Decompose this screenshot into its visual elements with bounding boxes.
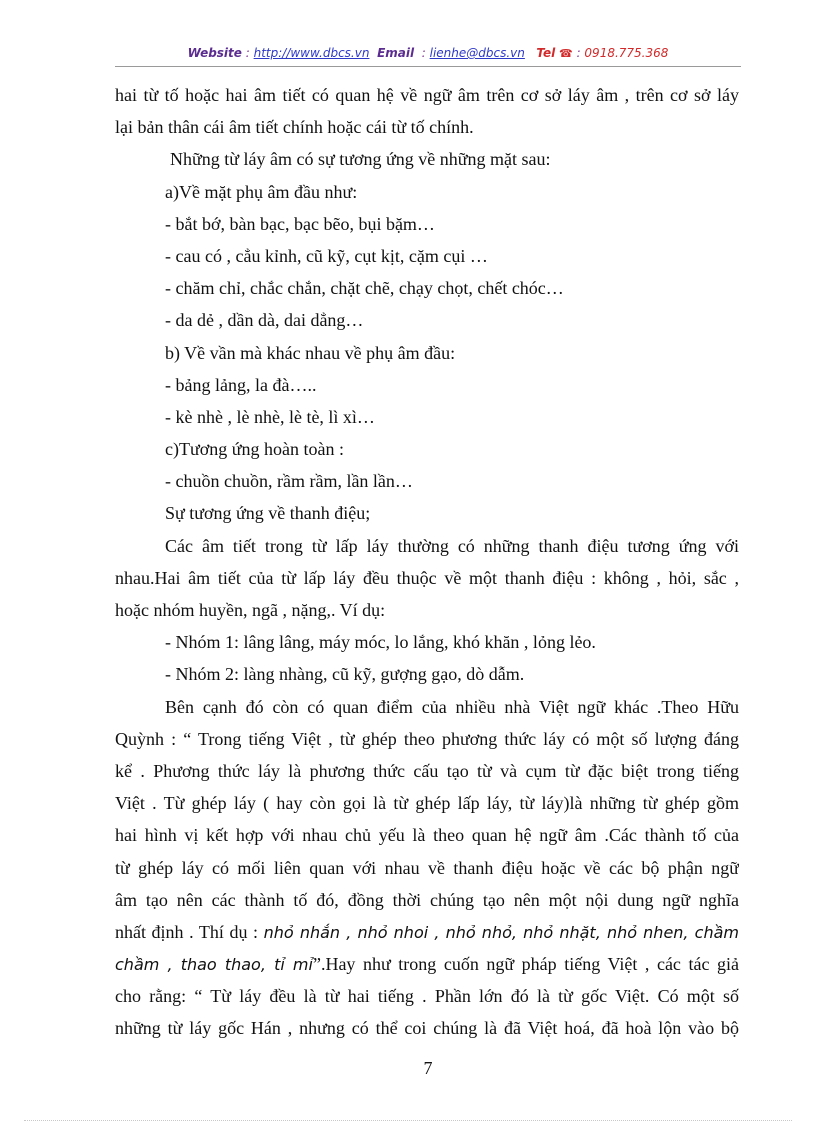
text-span: nhất định . Thí dụ : [115, 921, 264, 942]
text-line: những từ láy gốc Hán , nhưng có thể coi chúng là đã Việt hoá, đã hoà lộn vào bộ [115, 1018, 739, 1039]
header-rule [115, 66, 741, 67]
website-link[interactable]: http://www.dbcs.vn [253, 46, 370, 60]
page-number: 7 [423, 1058, 433, 1078]
text-line: - bảng lảng, la đà….. [165, 374, 317, 395]
text-line: Việt . Từ ghép láy ( hay còn gọi là từ ghép lấp láy, từ láy)là những từ ghép gồm [115, 793, 739, 814]
text-line: - Nhóm 2: làng nhàng, cũ kỹ, gượng gạo, dò dẫm. [165, 664, 525, 685]
text-line [115, 948, 739, 980]
text-line: Sự tương ứng về thanh điệu; [165, 503, 371, 524]
text-line: - Nhóm 1: lâng lâng, máy móc, lo lắng, khó khăn , lỏng lẻo. [165, 632, 596, 653]
tel-number: 0918.775.368 [584, 46, 669, 60]
text-line: - bắt bớ, bàn bạc, bạc bẽo, bụi bặm… [165, 213, 435, 234]
text-line: - kè nhè , lè nhè, lè tè, lì xì… [165, 406, 375, 427]
text-line: c)Tương ứng hoàn toàn : [165, 439, 344, 460]
example-words: nhỏ nhắn , nhỏ nhoi , nhỏ nhỏ, nhỏ nhặt, nhỏ nhen, chầm [263, 922, 739, 942]
text-line: - da dẻ , dần dà, dai dẳng… [165, 310, 364, 331]
text-line: - chuồn chuồn, rầm rầm, lần lần… [165, 471, 413, 492]
website-label: Website [187, 46, 242, 60]
document-body [115, 79, 739, 1045]
tel-label: Tel [536, 46, 556, 60]
text-line: - cau có , cẳu kỉnh, cũ kỹ, cụt kịt, cặm cụi … [165, 245, 488, 266]
example-words: chầm , thao thao, tỉ mỉ [115, 955, 313, 975]
text-line: Quỳnh : “ Trong tiếng Việt , từ ghép theo phương thức láy có một số lượng đáng [115, 728, 739, 749]
text-line: nhau.Hai âm tiết của từ lấp láy đều thuộc về một thanh điệu : không , hỏi, sắc , [115, 567, 739, 588]
email-label: Email [377, 46, 415, 60]
page-bottom-border [24, 1120, 792, 1121]
text-line: b) Về vần mà khác nhau về phụ âm đầu: [165, 342, 456, 363]
text-line: cho rằng: “ Từ láy đều là từ hai tiếng . Phần lớn đó là từ gốc Việt. Có một số [115, 986, 739, 1007]
text-line: kể . Phương thức láy là phương thức cấu tạo từ và cụm từ đặc biệt trong tiếng [115, 760, 739, 781]
phone-icon: ☎ [559, 47, 573, 60]
text-line: hai từ tố hoặc hai âm tiết có quan hệ về ngữ âm trên cơ sở láy âm , trên cơ sở láy [115, 85, 739, 105]
text-line: Các âm tiết trong từ lấp láy thường có những thanh điệu tương ứng với [165, 535, 739, 556]
text-line: - chăm chỉ, chắc chắn, chặt chẽ, chạy chọt, chết chóc… [165, 278, 564, 299]
text-line: Bên cạnh đó còn có quan điểm của nhiều nhà Việt ngữ khác .Theo Hữu [165, 696, 739, 717]
page-header: Website : http://www.dbcs.vn Email : lienhe@dbcs.vn Tel ☎ : 0918.775.368 [187, 46, 669, 60]
text-span: ”.Hay như trong cuốn ngữ pháp tiếng Việt , các tác giả [312, 954, 739, 975]
text-line [115, 916, 739, 948]
text-line: hoặc nhóm huyền, ngã , nặng,. Ví dụ: [115, 600, 386, 620]
text-line: hai hình vị kết hợp với nhau chủ yếu là theo quan hệ ngữ âm .Các thành tố của [115, 825, 739, 846]
text-line: từ ghép láy có mối liên quan với nhau về thanh điệu hoặc về các bộ phận ngữ [115, 857, 739, 878]
text-line: âm tạo nên các thành tố đó, đồng thời chúng tạo nên một nội dung ngữ nghĩa [115, 889, 739, 910]
text-line: a)Về mặt phụ âm đầu như: [165, 181, 358, 202]
text-line: Những từ láy âm có sự tương ứng về những mặt sau: [170, 149, 551, 170]
email-link[interactable]: lienhe@dbcs.vn [429, 46, 525, 60]
text-line: lại bản thân cái âm tiết chính hoặc cái từ tố chính. [115, 117, 474, 138]
